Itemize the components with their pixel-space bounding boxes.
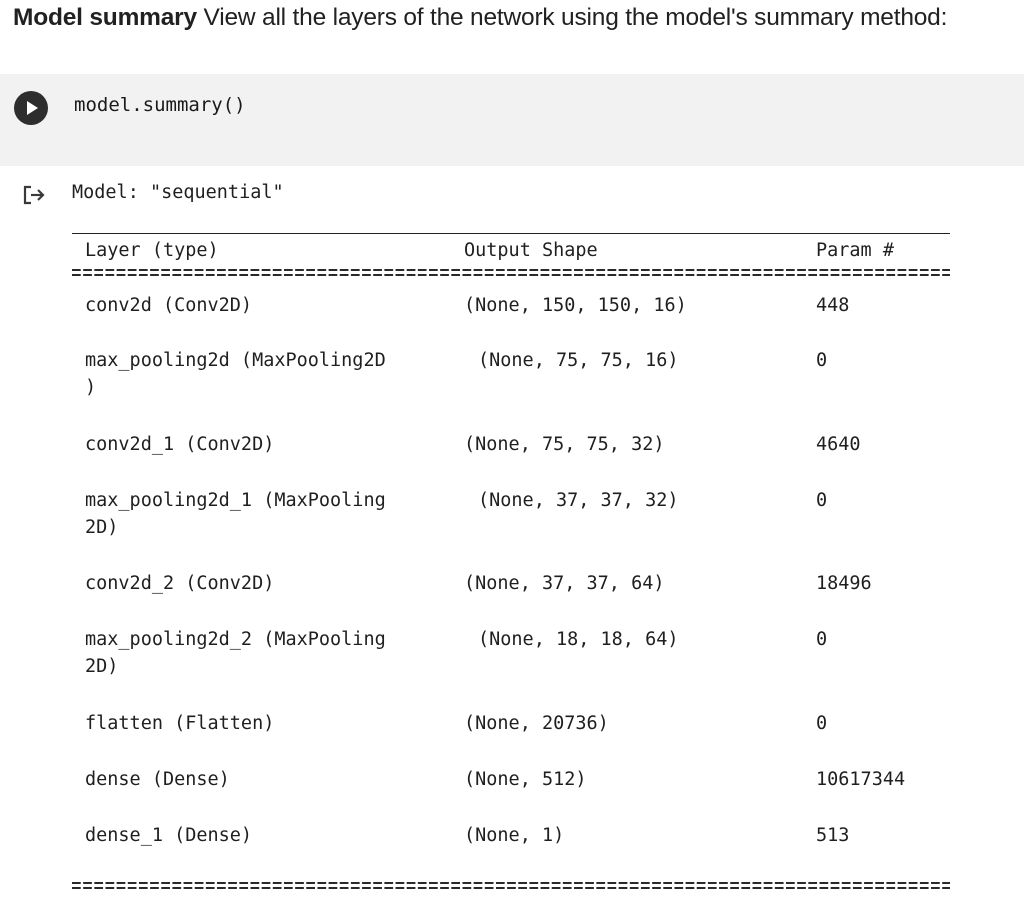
- param-count: 0: [816, 713, 828, 734]
- output-shape: (None, 512): [464, 769, 587, 790]
- section-heading: [13, 4, 947, 32]
- code-cell[interactable]: [0, 74, 1024, 166]
- play-icon[interactable]: [14, 91, 48, 125]
- param-count: 0: [816, 629, 828, 650]
- heading-text: View all the layers of the network using the model's summary method:: [196, 4, 948, 31]
- param-count: 0: [816, 350, 828, 371]
- param-count: 4640: [816, 434, 861, 455]
- header-separator: [72, 268, 950, 277]
- output-shape: (None, 75, 75, 16): [478, 350, 679, 371]
- column-header-params: Param #: [816, 240, 894, 261]
- layer-name-continued: 2D): [85, 517, 119, 538]
- output-shape: (None, 20736): [464, 713, 609, 734]
- summary-bottom-separator: [72, 881, 950, 890]
- summary-top-rule: [72, 233, 950, 234]
- column-header-layer: Layer (type): [85, 240, 219, 261]
- param-count: 0: [816, 490, 828, 511]
- code-editor[interactable]: model.summary(): [74, 94, 246, 116]
- layer-name: conv2d_1 (Conv2D): [85, 434, 275, 455]
- output-shape: (None, 75, 75, 32): [464, 434, 665, 455]
- layer-name: max_pooling2d (MaxPooling2D: [85, 350, 386, 371]
- output-arrow-icon[interactable]: [22, 184, 48, 206]
- param-count: 513: [816, 825, 850, 846]
- layer-name: conv2d_2 (Conv2D): [85, 573, 275, 594]
- output-shape: (None, 1): [464, 825, 565, 846]
- output-shape: (None, 37, 37, 64): [464, 573, 665, 594]
- heading-bold: Model summary: [13, 4, 197, 31]
- output-shape: (None, 18, 18, 64): [478, 629, 679, 650]
- layer-name-continued: ): [85, 377, 97, 398]
- layer-name: conv2d (Conv2D): [85, 295, 253, 316]
- param-count: 448: [816, 295, 850, 316]
- param-count: 10617344: [816, 769, 906, 790]
- column-header-output-shape: Output Shape: [464, 240, 598, 261]
- model-name-line: Model: "sequential": [72, 182, 284, 203]
- param-count: 18496: [816, 573, 872, 594]
- layer-name: max_pooling2d_2 (MaxPooling: [85, 629, 386, 650]
- layer-name: dense_1 (Dense): [85, 825, 253, 846]
- layer-name: max_pooling2d_1 (MaxPooling: [85, 490, 386, 511]
- layer-name: flatten (Flatten): [85, 713, 275, 734]
- layer-name-continued: 2D): [85, 656, 119, 677]
- output-shape: (None, 37, 37, 32): [478, 490, 679, 511]
- output-shape: (None, 150, 150, 16): [464, 295, 687, 316]
- layer-name: dense (Dense): [85, 769, 230, 790]
